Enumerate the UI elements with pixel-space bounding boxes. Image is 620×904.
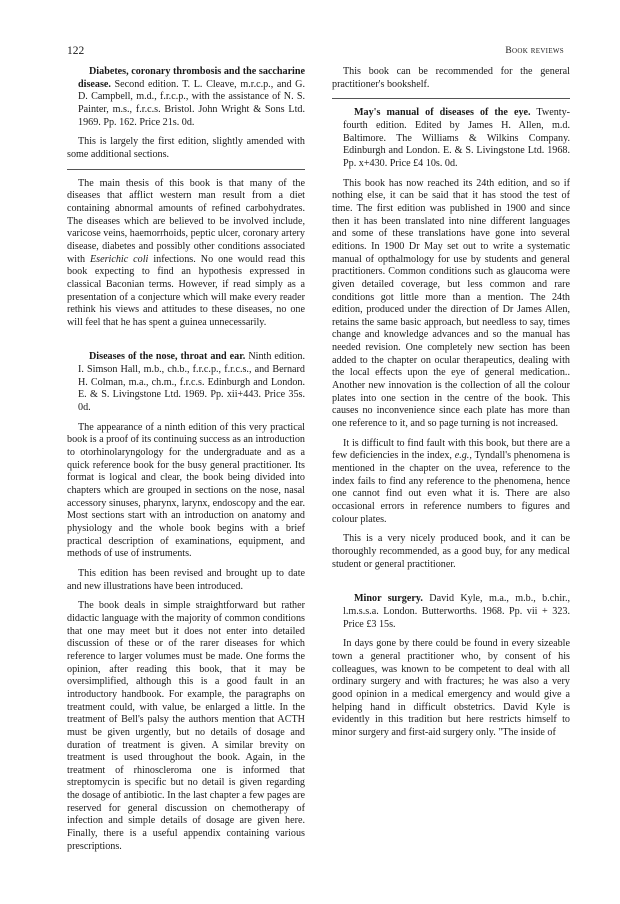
review-paragraph (67, 178, 305, 330)
page-number: 122 (67, 45, 85, 57)
review-paragraph (332, 438, 570, 527)
review-heading (67, 66, 305, 129)
italic-term: e.g., (454, 450, 472, 462)
section-gap (67, 329, 305, 351)
review-paragraph: This is a very nicely produced book, and it can be thoroughly recommended, as a good buy, for any medical student or general practitioner. (332, 533, 570, 570)
review-citation: Second edition. T. L. Cleave, m.r.c.p., and G. D. Campbell, m.d., f.r.c.p., with the assistance of N. S. Painter, m.s., f.r.c.s. Bristol. John Wright & Sons Ltd. 1969. Pp. 162. Price 21s. 0d. (78, 78, 305, 128)
review-title: May's manual of diseases of the eye. (354, 107, 531, 119)
text-span: It is difficult to find fault with this book, but there are a few deficiencies in the index, (332, 437, 570, 462)
review-heading (332, 107, 570, 170)
review-paragraph: This book has now reached its 24th edition, and so if nothing else, it can be said that it has stood the test of time. The first edition was published in 1900 and since then it has been translated into nine different languages and some of these translations have gone into several editions. In 1900 Dr May set out to write a systematic manual of opthalmology for use by students and general practitioners. Common conditions such as glaucoma were given detailed coverage, but less common and rare conditions got little more than a mention. The 24th edition, produced under the direction of Dr James Allen, retains the same basic approach, but needless to say, times change and knowledge advances and so the manual has needed revision. One completely new section has been added to the chapter on ocular therapeutics, dealing with the local effects upon the eye of general medication.. Another new innovation is the collection of all the colour plates into one section in the centre of the book. This causes no inconvenience since each plate has more than one reference to it, and so page turning is not increased. (332, 177, 570, 430)
divider (67, 169, 305, 170)
review-paragraph: The book deals in simple straightforward but rather didactic language with the majority of common conditions that one may meet but it does not enter into detailed discussion of these or of the rarer diseases for which reference to larger volumes must be made. One forms the opinion, after reading this book, that it may be oversimplified, although this is a good fault in an introductory handbook. For example, the paragraphs on treatment could, with value, be enlarged a little. In the treatment of Bell's palsy the authors mention that ACTH must be given urgently, but no details of dosage and duration of treatment is given. A similar brevity on treatment is used throughout the book. Again, in the treatment of rhinoscleroma one is informed that streptomycin is specific but no detail is given regarding the dosage of antibiotic. In the last chapter a few pages are reserved for general discussion on chemotherapy of infection and simple details of dosage are given here. Finally, there is a useful appendix containing various prescriptions. (67, 600, 305, 852)
text-span: infections. No one would read this book expecting to find an hypothesis expressed in classical Baconian terms. However, if read simply as a presentation of a conjecture which will make every reader rethink his views and attitudes to these diseases, no one will feel that he has spent a guinea unnecessarily. (67, 253, 305, 328)
divider (332, 98, 570, 99)
review-paragraph: In days gone by there could be found in every sizeable town a general practitioner who, by consent of his colleagues, was known to be competent to deal with all ordinary surgery and with fractures; he was also a very good opinion in a medical emergency and would give a helping hand in difficult obstetrics. David Kyle is evidently in this tradition but here restricts himself to minor surgery and first-aid surgery only. "The inside of (332, 638, 570, 738)
running-head: Book reviews (505, 46, 564, 56)
review-paragraph: The appearance of a ninth edition of this very practical book is a proof of its continuing success as an introduction to otorhinolaryngology for the undergraduate and as a quick reference book for the busy general practitioner. Its format is logical and clear, the book being divided into chapters which are grouped in sections on the nose, nasal accessory sinuses, pharynx, larynx, endoscopy and the ear. Most sections start with an introduction on anatomy and physiology and the whole book begins with a brief practical description of examinations, equipment, and methods of use of instruments. (67, 421, 305, 560)
review-citation: Twenty-fourth edition. Edited by James H. Allen, m.d. Baltimore. The Williams & Wilkins Company. Edinburgh and London. E. & S. Livingstone Ltd. 1968. Pp. x+430. Price £4 10s. 0d. (343, 107, 570, 169)
review-paragraph: This edition has been revised and brought up to date and new illustrations have been introduced. (67, 567, 305, 592)
left-column (67, 66, 305, 853)
review-citation: Ninth edition. I. Simson Hall, m.b., ch.b., f.r.c.p., f.r.c.s., and Bernard H. Colman, m.a., ch.m., f.r.c.s. Edinburgh and London. E. & S. Livingstone Ltd. 1969. Pp. xii+443. Price 35s. 0d. (78, 351, 306, 414)
review-paragraph: This is largely the first edition, slightly amended with some additional sections. (67, 136, 305, 160)
review-title: Diseases of the nose, throat and ear. (89, 351, 246, 363)
review-heading (67, 351, 305, 414)
section-gap (332, 571, 570, 593)
review-title: Diabetes, coronary thrombosis and the saccharine disease. (78, 66, 305, 90)
review-paragraph: This book can be recommended for the general practitioner's bookshelf. (332, 66, 570, 90)
right-column (332, 66, 570, 740)
text-span: Tyndall's phenomena is mentioned in the chapter on the uvea, reference to the index fails to find any reference to the phenomena, hence one cannot find out even what it is. There are also occasional errors in reference numbers to figures and colour plates. (332, 450, 570, 525)
review-citation: David Kyle, m.a., m.b., b.chir., l.m.s.s.a. London. Butterworths. 1968. Pp. vii + 323. Price £3 15s. (343, 593, 571, 630)
review-title: Minor surgery. (354, 593, 423, 605)
text-span: The main thesis of this book is that many of the diseases that afflict western man result from a diet containing abnormal amounts of refined carbohydrates. The diseases which are believed to be involved include, varicose veins, haemorrhoids, peptic ulcer, coronary artery disease, diabetes and possibly other conditions associated with (67, 177, 305, 265)
review-heading (332, 593, 570, 631)
italic-term: Eserichic coli (89, 253, 149, 265)
